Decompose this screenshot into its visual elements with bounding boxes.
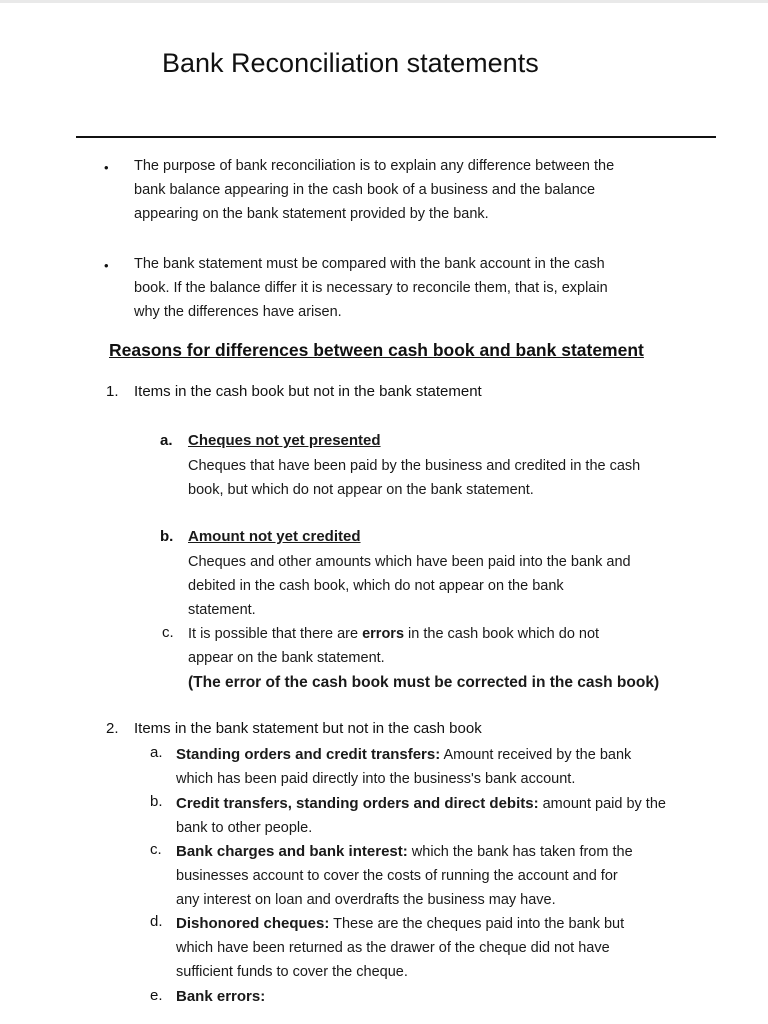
item-text-rest: Amount received by the bank xyxy=(440,747,632,763)
reasons-heading: Reasons for differences between cash book and bank statement xyxy=(109,340,644,360)
item-marker: c. xyxy=(162,624,174,641)
item-term: Credit transfers, standing orders and direct debits: xyxy=(176,795,539,812)
item-text-line: book, but which do not appear on the bank statement. xyxy=(188,482,534,498)
item-text-line: which have been returned as the drawer of the cheque did not have xyxy=(176,940,610,956)
title-divider xyxy=(76,136,716,138)
bullet-marker: • xyxy=(104,160,109,175)
item-text-line xyxy=(176,743,631,767)
item-marker: d. xyxy=(150,913,163,930)
item-text-line xyxy=(188,622,599,646)
item-marker: c. xyxy=(150,841,162,858)
item-text-rest: These are the cheques paid into the bank but xyxy=(329,916,625,932)
bullet-text-line: bank balance appearing in the cash book of a business and the balance xyxy=(134,182,596,198)
section-1-title: Items in the cash book but not in the bank statement xyxy=(134,383,482,400)
item-text-line: debited in the cash book, which do not appear on the bank xyxy=(188,578,564,594)
bullet-text-line: why the differences have arisen. xyxy=(134,304,342,320)
errors-emphasis: errors xyxy=(362,626,405,642)
bullet-text-line: The purpose of bank reconciliation is to explain any difference between the xyxy=(134,158,615,174)
section-number: 2. xyxy=(106,720,119,737)
item-marker: e. xyxy=(150,987,163,1004)
bullet-marker: • xyxy=(104,258,109,273)
item-text-line xyxy=(176,792,666,816)
item-marker: b. xyxy=(160,528,174,545)
section-number: 1. xyxy=(106,383,119,400)
item-term: Standing orders and credit transfers: xyxy=(176,746,441,763)
item-title: Amount not yet credited xyxy=(188,528,361,545)
item-marker: b. xyxy=(150,793,163,810)
section-2-title: Items in the bank statement but not in the cash book xyxy=(134,720,482,737)
bullet-text-line: The bank statement must be compared with the bank account in the cash xyxy=(134,256,605,272)
item-text-line: any interest on loan and overdrafts the business may have. xyxy=(176,892,556,908)
page-title: Bank Reconciliation statements xyxy=(162,48,539,78)
item-text-line: Cheques that have been paid by the business and credited in the cash xyxy=(188,458,641,474)
item-text-line: businesses account to cover the costs of running the account and for xyxy=(176,868,618,884)
item-text-post: in the cash book which do not xyxy=(404,626,600,642)
item-text-pre: It is possible that there are xyxy=(188,626,363,642)
item-text-line: sufficient funds to cover the cheque. xyxy=(176,964,408,980)
item-term: Bank charges and bank interest: xyxy=(176,843,408,860)
item-text-line: Cheques and other amounts which have been paid into the bank and xyxy=(188,554,631,570)
item-title: Cheques not yet presented xyxy=(188,432,381,449)
item-text-rest: amount paid by the xyxy=(538,796,666,812)
item-marker: a. xyxy=(150,744,163,761)
item-text-line: statement. xyxy=(188,602,256,618)
item-text-line xyxy=(176,840,633,864)
item-marker: a. xyxy=(160,432,173,449)
bullet-text-line: appearing on the bank statement provided by the bank. xyxy=(134,206,489,222)
item-text-line xyxy=(176,912,624,936)
item-term: Bank errors: xyxy=(176,988,266,1005)
page-top-edge xyxy=(0,0,768,3)
item-text-line xyxy=(176,985,265,1009)
item-text-rest: which the bank has taken from the xyxy=(407,844,633,860)
correction-note: (The error of the cash book must be corrected in the cash book) xyxy=(188,674,660,691)
item-text-line: appear on the bank statement. xyxy=(188,650,385,666)
bullet-text-line: book. If the balance differ it is necessary to reconcile them, that is, explain xyxy=(134,280,608,296)
item-term: Dishonored cheques: xyxy=(176,915,330,932)
item-text-line: which has been paid directly into the business's bank account. xyxy=(176,771,576,787)
item-text-line: bank to other people. xyxy=(176,820,313,836)
